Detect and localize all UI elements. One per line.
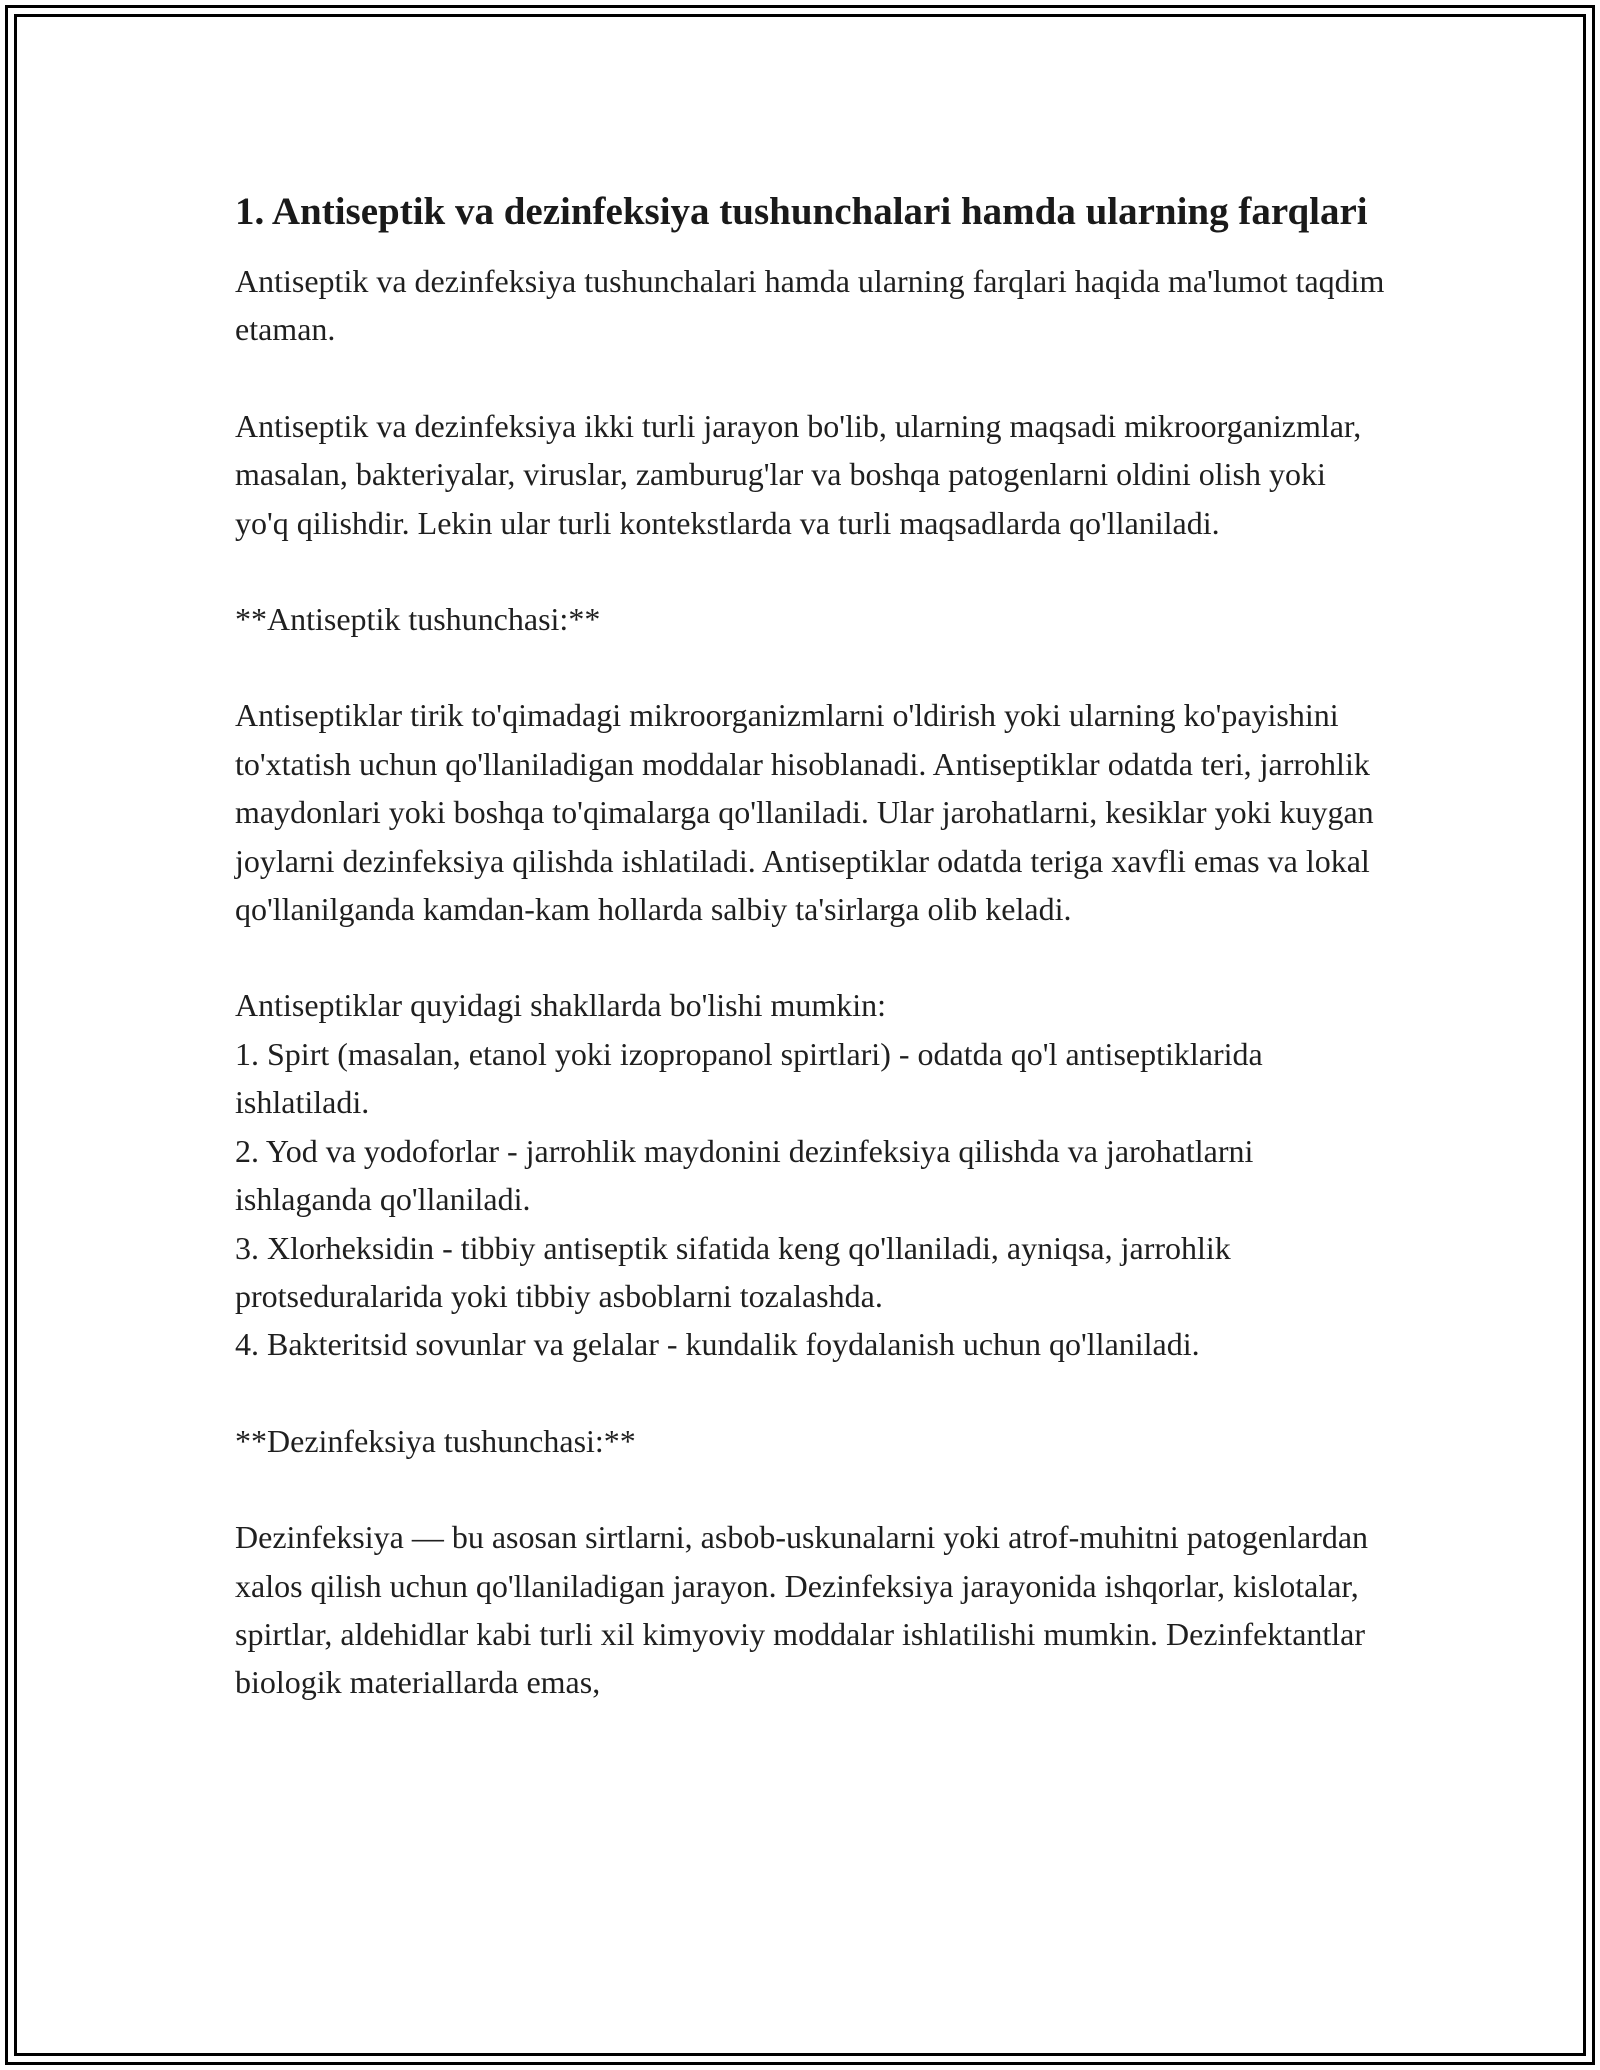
forms-intro: Antiseptiklar quyidagi shakllarda bo'lishi mumkin: xyxy=(235,987,887,1024)
document-title: 1. Antiseptik va dezinfeksiya tushunchalari hamda ularning farqlari xyxy=(235,190,1368,233)
list-item: 3. Xlorheksidin - tibbiy antiseptik sifatida keng qo'llaniladi, ayniqsa, jarrohlik protseduralarida yoki tibbiy asboblarni tozalashda. xyxy=(235,1229,1231,1314)
list-item: 2. Yod va yodoforlar - jarrohlik maydonini dezinfeksiya qilishda va jarohatlarni ishlaganda qo'llaniladi. xyxy=(235,1132,1254,1218)
list-item: 4. Bakteritsid sovunlar va gelalar - kundalik foydalanish uchun qo'llaniladi. xyxy=(235,1326,1200,1363)
antiseptic-forms-block xyxy=(235,981,1385,1368)
disinfection-heading: **Dezinfeksiya tushunchasi:** xyxy=(235,1422,636,1459)
document-body xyxy=(235,185,1385,1755)
overview-paragraph: Antiseptik va dezinfeksiya ikki turli jarayon bo'lib, ularning maqsadi mikroorganizmlar, masalan, bakteriyalar, viruslar, zamburug'lar va boshqa patogenlarni oldini olish yoki yo'q qilishdir. Lekin ular turli kontekstlarda va turli maqsadlarda qo'llaniladi. xyxy=(235,407,1362,541)
list-item: 1. Spirt (masalan, etanol yoki izopropanol spirtlari) - odatda qo'l antiseptiklarida ishlatiladi. xyxy=(235,1035,1263,1121)
antiseptic-paragraph: Antiseptiklar tirik to'qimadagi mikroorganizmlarni o'ldirish yoki ularning ko'payishini to'xtatish uchun qo'llaniladigan moddalar hisoblanadi. Antiseptiklar odatda teri, jarrohlik maydonlari yoki boshqa to'qimalarga qo'llaniladi. Ular jarohatlarni, kesiklar yoki kuygan joylarni dezinfeksiya qilishda ishlatiladi. Antiseptiklar odatda teriga xavfli emas va lokal qo'llanilganda kamdan-kam hollarda salbiy ta'sirlarga olib keladi. xyxy=(235,697,1374,928)
disinfection-paragraph: Dezinfeksiya — bu asosan sirtlarni, asbob-uskunalarni yoki atrof-muhitni patogenlardan xalos qilish uchun qo'llaniladigan jarayon. Dezinfeksiya jarayonida ishqorlar, kislotalar, spirtlar, aldehidlar kabi turli xil kimyoviy moddalar ishlatilishi mumkin. Dezinfektantlar biologik materiallarda emas, xyxy=(235,1519,1369,1701)
antiseptic-heading: **Antiseptik tushunchasi:** xyxy=(235,601,601,638)
intro-paragraph: Antiseptik va dezinfeksiya tushunchalari hamda ularning farqlari haqida ma'lumot taqdim etaman. xyxy=(235,263,1385,348)
